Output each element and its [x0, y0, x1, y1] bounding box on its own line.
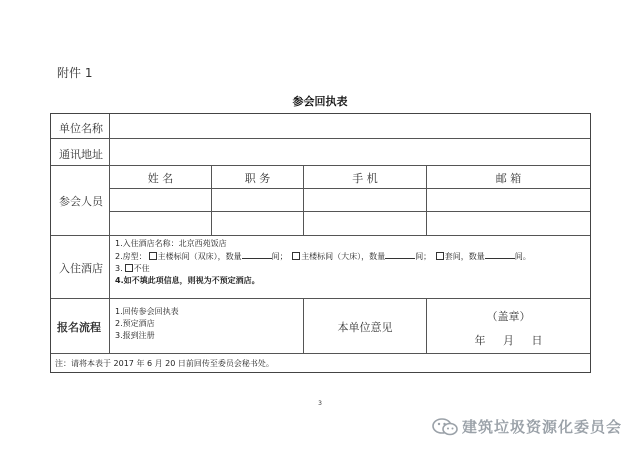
- hotel-details: [115, 238, 585, 287]
- hotel-name-line: 1.入住酒店名称：北京西苑饭店: [115, 239, 227, 248]
- checkbox-room-b[interactable]: [292, 252, 300, 260]
- address-field[interactable]: [111, 140, 589, 164]
- page-number: 3: [318, 400, 322, 407]
- room-a-unit: 间；: [271, 252, 288, 261]
- process-label: 报名流程: [57, 321, 101, 334]
- form-note: 注：请将本表于 2017 年 6 月 20 日前回传至委员会秘书处。: [55, 359, 274, 368]
- hotel-label: 入住酒店: [59, 262, 103, 275]
- header-position: 职 务: [244, 172, 271, 185]
- form-title: 参会回执表: [292, 95, 348, 108]
- attendee-name-field[interactable]: [111, 190, 210, 210]
- opinion-label: 本单位意见: [337, 321, 393, 334]
- process-step: 3.报到注册: [115, 331, 155, 340]
- process-step: 2.预定酒店: [115, 319, 155, 328]
- wechat-icon: [432, 418, 458, 436]
- unit-name-field[interactable]: [111, 115, 589, 137]
- room-c-quantity[interactable]: [485, 250, 515, 259]
- room-type-prefix: 2.房型：: [115, 252, 147, 261]
- room-type-line: [115, 250, 585, 263]
- room-b-quantity[interactable]: [385, 250, 415, 259]
- checkbox-room-a[interactable]: [149, 252, 157, 260]
- process-steps: [115, 306, 179, 342]
- room-b-label: 主楼标间（大床），数量: [301, 252, 386, 261]
- room-b-unit: 间；: [415, 252, 432, 261]
- hotel-note: 4.如不填此项信息，则视为不预定酒店。: [115, 276, 260, 285]
- checkbox-no-stay[interactable]: [125, 264, 133, 272]
- registration-form-table: [50, 113, 591, 373]
- checkbox-room-c[interactable]: [436, 252, 444, 260]
- header-mobile: 手 机: [352, 172, 378, 185]
- no-stay-line: [115, 263, 585, 275]
- no-stay-prefix: 3.: [115, 264, 123, 273]
- unit-name-label: 单位名称: [59, 122, 103, 135]
- watermark: [432, 416, 622, 437]
- seal-text: （盖章）: [486, 310, 531, 323]
- attachment-label: 附件 1: [57, 66, 93, 80]
- room-a-label: 主楼标间（双床），数量: [157, 252, 242, 261]
- room-c-unit: 间。: [514, 252, 531, 261]
- room-a-quantity[interactable]: [242, 250, 272, 259]
- date-text: 年 月 日: [474, 334, 543, 347]
- attendees-label: 参会人员: [59, 195, 103, 208]
- no-stay-label: 不住: [133, 264, 150, 273]
- header-email: 邮 箱: [495, 172, 522, 185]
- room-c-label: 套间，数量: [444, 252, 485, 261]
- header-name: 姓 名: [147, 172, 174, 185]
- attendee-position-field[interactable]: [213, 190, 302, 210]
- address-label: 通讯地址: [59, 148, 103, 161]
- attendee-email-field[interactable]: [428, 190, 589, 210]
- attendee-mobile-field[interactable]: [305, 190, 425, 210]
- process-step: 1.回传参会回执表: [115, 307, 179, 316]
- watermark-text: 建筑垃圾资源化委员会: [462, 418, 623, 436]
